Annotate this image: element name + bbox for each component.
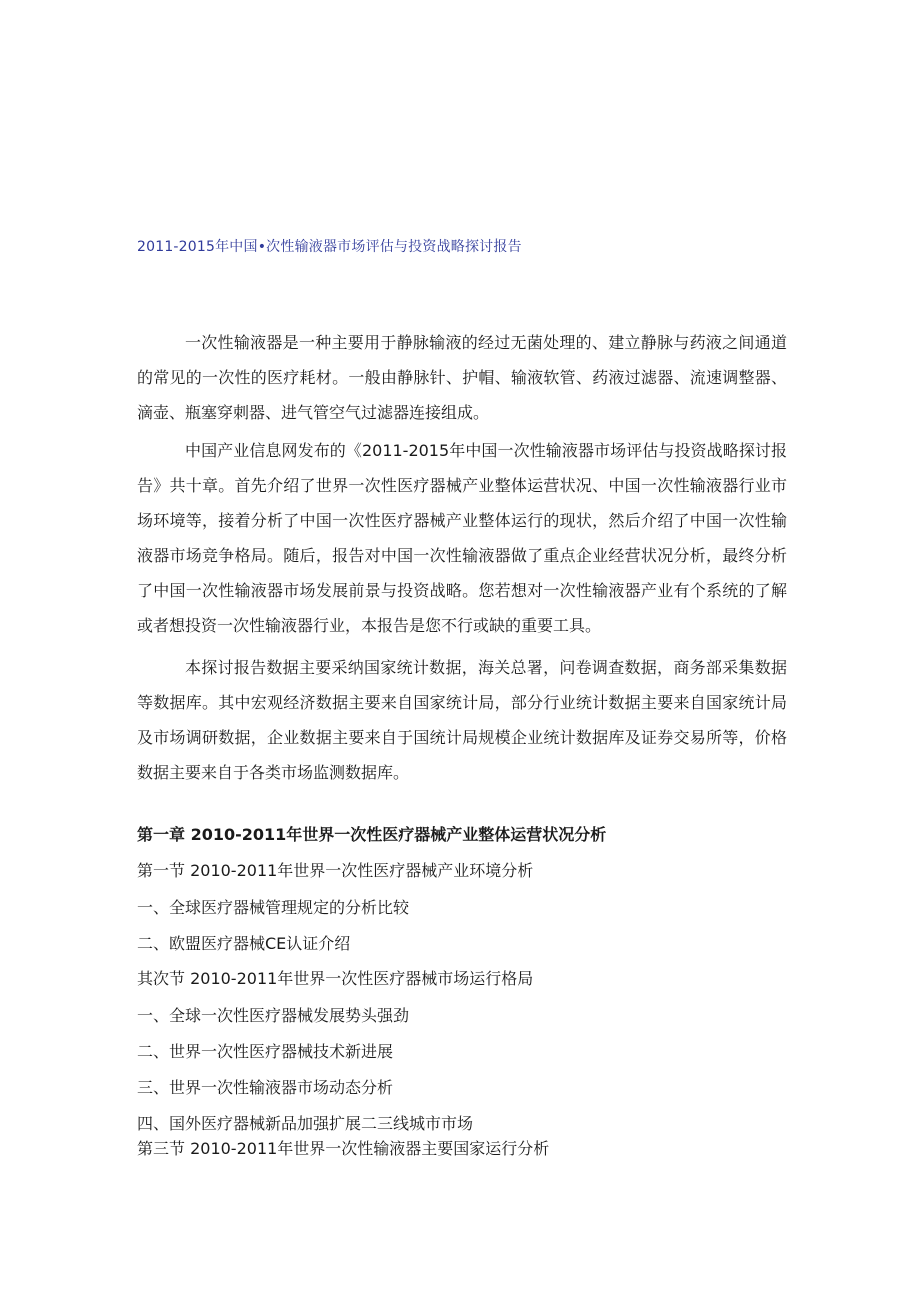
toc-section-1: 第一节 2010-2011年世界一次性医疗器械产业环境分析 bbox=[137, 861, 534, 880]
data-source-paragraph: 本探讨报告数据主要采纳国家统计数据，海关总署，问卷调查数据，商务部采集数据等数据库。其中宏观经济数据主要来自国家统计局，部分行业统计数据主要来自国家统计局及市场调研数据，企业数据主要来自于国统计局规模企业统计数据库及证券交易所等，价格数据主要来自于各类市场监测数据库。 bbox=[137, 658, 787, 782]
toc-section-2-item-4: 四、国外医疗器械新品加强扩展二三线城市市场 bbox=[137, 1114, 474, 1133]
toc-section-2: 其次节 2010-2011年世界一次性医疗器械市场运行格局 bbox=[137, 969, 534, 988]
toc-chapter-1: 第一章 2010-2011年世界一次性医疗器械产业整体运营状况分析 bbox=[137, 825, 607, 844]
report-title: 2011-2015年中国•次性输液器市场评估与投资战略探讨报告 bbox=[137, 239, 522, 255]
toc-section-1-item-2: 二、欧盟医疗器械CE认证介绍 bbox=[137, 934, 351, 953]
toc-section-2-item-1: 一、全球一次性医疗器械发展势头强劲 bbox=[137, 1006, 410, 1025]
intro-paragraph: 一次性输液器是一种主要用于静脉输液的经过无菌处理的、建立静脉与药液之间通道的常见的一次性的医疗耗材。一般由静脉针、护帽、输液软管、药液过滤器、流速调整器、滴壶、瓶塞穿刺器、进气管空气过滤器连接组成。 bbox=[137, 333, 787, 422]
toc-section-2-item-2: 二、世界一次性医疗器械技术新进展 bbox=[137, 1042, 394, 1061]
report-overview-paragraph: 中国产业信息网发布的《2011-2015年中国一次性输液器市场评估与投资战略探讨报告》共十章。首先介绍了世界一次性医疗器械产业整体运营状况、中国一次性输液器行业市场环境等，接着分析了中国一次性医疗器械产业整体运行的现状，然后介绍了中国一次性输液器市场竞争格局。随后，报告对中国一次性输液器做了重点企业经营状况分析，最终分析了中国一次性输液器市场发展前景与投资战略。您若想对一次性输液器产业有个系统的了解或者想投资一次性输液器行业，本报告是您不行或缺的重要工具。 bbox=[137, 441, 787, 635]
toc-section-3: 第三节 2010-2011年世界一次性输液器主要国家运行分析 bbox=[137, 1139, 550, 1158]
toc-section-1-item-1: 一、全球医疗器械管理规定的分析比较 bbox=[137, 898, 410, 917]
toc-section-2-item-3: 三、世界一次性输液器市场动态分析 bbox=[137, 1078, 394, 1097]
